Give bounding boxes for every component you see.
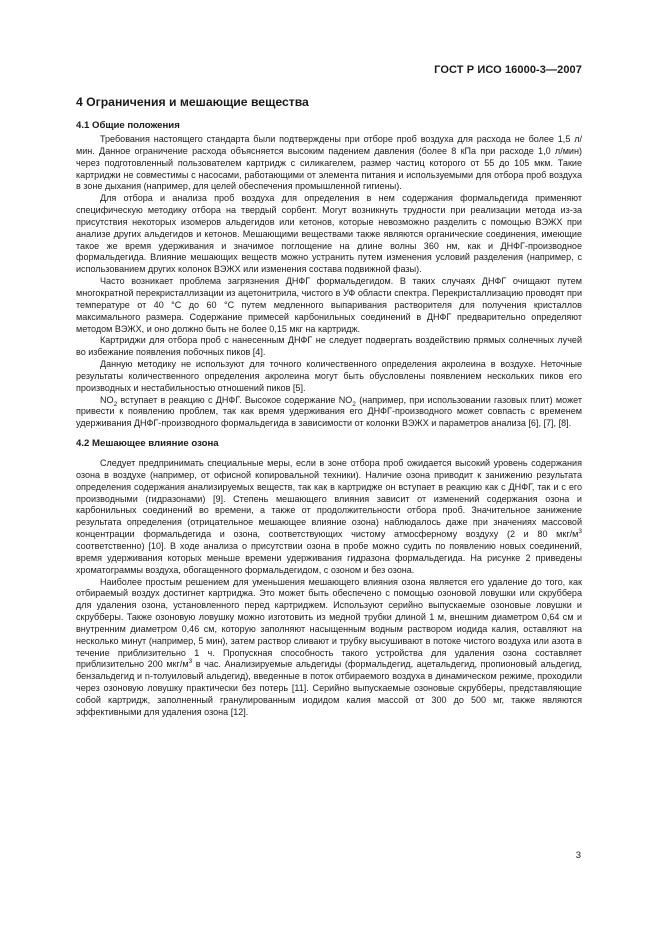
- paragraph: Требования настоящего стандарта были подтверждены при отборе проб воздуха для расхода не более 1,5 л/мин. Данное ограничение расхода объясняется высоким падением давления (более 8 кПа при расходе 1,0 л/мин) через подготовленный пользователем картридж с силикагелем, размер частиц которого от 55 до 105 мкм. Такие картриджи не совместимы с насосами, работающими от элемента питания и используемыми для отбора проб воздуха в зоне дыхания (например, для целей обеспечения промышленной гигиены).: [76, 134, 582, 192]
- paragraph: Картриджи для отбора проб с нанесенным ДНФГ не следует подвергать воздействию прямых солнечных лучей во избежание появления побочных пиков [4].: [76, 335, 582, 358]
- paragraph: Наиболее простым решением для уменьшения мешающего влияния озона является его удаление до того, как отбираемый воздух достигнет картриджа. Это может быть обеспечено с помощью озоновой ловушки или скруббера для удаления озона, установленного перед картриджем. Используют серийно выпускаемые озоновые ловушки и скрубберы. Также озоновую ловушку можно изготовить из медной трубки длиной 1 м, внешним диаметром 0,64 см и внутренним диаметром 0,46 см, которую заполняют насыщенным водным раствором иодида калия, оставляют на несколько минут (например, 5 мин), затем раствор сливают и трубку высушивают в потоке чистого воздуха или азота в течение приблизительно 1 ч. Пропускная способность такого устройства для удаления озона составляет приблизительно 200 мкг/$м^3$ в час. Анализируемые альдегиды (формальдегид, ацетальдегид, пропионовый альдегид, бензальдегид и n-толуиловый альдегид), введенные в поток отбираемого воздуха в динамическом режиме, проходили через озоновую ловушку практически без потерь [11]. Серийно выпускаемые озоновые скрубберы, представляющие собой картридж, заполненный гранулированным иодидом калия массой от 300 до 500 мг, также являются эффективными для удаления озона [12].: [76, 576, 583, 717]
- paragraph: Следует предпринимать специальные меры, если в зоне отбора проб ожидается высокий уровень содержания озона в воздухе (например, от офисной копировальной техники). Наличие озона приводит к занижению результата определения содержания анализируемых веществ, так как в картридже он вступает в реакцию как с ДНФГ, так и с его производными (гидразонами) [9]. Степень мешающего влияния зависит от изменений содержания озона и карбонильных соединений во времени, а также от продолжительности отбора проб. Значительное занижение результата определения (отрицательное мешающее влияние озона) наблюдалось даже при значениях массовой концентрации формальдегида и озона, соответствующих чистому атмосферному воздуху (2 и 80 мкг/$м^3$ соответственно) [10]. В ходе анализа о присутствии озона в пробе можно судить по появлению новых соединений, время удерживания которых меньше времени удерживания гидразона формальдегида. На рисунке 2 приведены хроматограммы воздуха, обогащенного формальдегидом, с озоном и без озона.: [76, 458, 582, 575]
- subsection-title-4-1: 4.1 Общие положения: [76, 120, 180, 131]
- paragraph: Часто возникает проблема загрязнения ДНФГ формальдегидом. В таких случаях ДНФГ очищают путем многократной перекристаллизации из ацетонитрила, чистого в УФ области спектра. Перекристаллизацию проводят при температуре от 40 °С до 60 °С путем медленного выпаривания растворителя для получения кристаллов максимального размера. Содержание примесей карбонильных соединений в ДНФГ предварительно определяют методом ВЭЖХ, и оно должно быть не более 0,15 мкг на картридж.: [76, 276, 582, 334]
- standard-header: ГОСТ Р ИСО 16000-3—2007: [434, 64, 582, 76]
- page-content: [76, 92, 582, 719]
- paragraph: Данную методику не используют для точного количественного определения акролеина в воздухе. Неточные результаты количественного определения акролеина могут быть обусловлены появлением нескольких пиков его производных и нестабильностью отношений пиков [5].: [76, 359, 582, 393]
- subsection-title-4-2: 4.2 Мешающее влияние озона: [76, 438, 219, 450]
- section-title: 4 Ограничения и мешающие вещества: [76, 95, 309, 109]
- paragraph-no2: $NO_2$ вступает в реакцию с ДНФГ. Высокое содержание $NO_2$ (например, при использовании газовых плит) может привести к появлению проблем, так как время удерживания его ДНФГ-производного может совпасть с временем удерживания ДНФГ-производного формальдегида в зависимости от колонки ВЭЖХ и параметров анализа [6], [7], [8].: [76, 394, 582, 429]
- page-number: 3: [575, 850, 581, 861]
- paragraph: Для отбора и анализа проб воздуха для определения в нем содержания формальдегида применяют специфическую методику отбора на твердый сорбент. Могут возникнуть трудности при реализации метода из-за присутствия некоторых изомеров альдегидов или кетонов, которые невозможно разделить с помощью ВЭЖХ при анализе других альдегидов и кетонов. Мешающими веществами также являются органические соединения, имеющие такое же время удерживания и значимое поглощение на длине волны 360 нм, как и ДНФГ-производное формальдегида. Влияние мешающих веществ можно устранить путем изменения условий разделения (например, с использованием других колонок ВЭЖХ или изменения состава подвижной фазы).: [76, 193, 582, 275]
